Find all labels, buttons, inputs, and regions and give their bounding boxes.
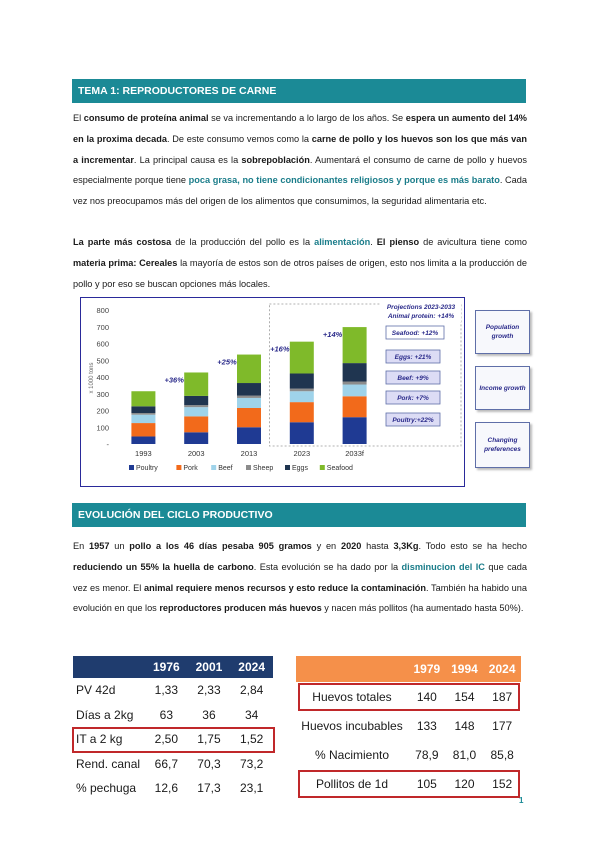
growth-label: +14%: [322, 330, 343, 340]
cell-value: 23,1: [239, 781, 264, 796]
cell-value: 78,9: [415, 747, 439, 762]
bar-segment-sheep: [131, 413, 155, 415]
cell-value: 2,84: [239, 683, 264, 698]
table1-header: [73, 656, 145, 678]
paragraph-pienso: La parte más costosa de la producción del pollo es la alimentación. El pienso de avicultura tiene como materia prima: Cereales la mayoría de estos son de otros países de origen, esto nos limita a la producción de pollo y por eso se buscan opciones más locales.: [73, 237, 528, 289]
growth-label: +16%: [270, 344, 290, 354]
row-label: Huevos incubables: [301, 718, 403, 733]
page-number: 1: [519, 796, 524, 805]
paragraph-consumo: El consumo de proteína animal se va incrementando a lo largo de los años. Se espera un aumento del 14% en la proxima decada. De este consumo vemos como la carne de pollo y los huevos son los que más van a incrementar. La principal causa es la sobrepoblación. Aumentará el consumo de carne de pollo y huevos especialmente porque tiene poca grasa, no tiene condicionantes religiosos y porque es más barato. Cada vez nos preocupamos más del origen de los alimentos que consumimos, la seguridad alimentaria etc.: [73, 113, 528, 207]
annotation-label: Poultry:+22%: [392, 417, 434, 424]
bar-segment-beef: [184, 407, 208, 416]
x-tick-label: 2003: [187, 449, 205, 458]
cell-value: 148: [454, 718, 475, 733]
cell-value: 12,6: [154, 781, 178, 796]
legend-swatch: [176, 465, 181, 470]
side-box-preferences: Changing preferences: [475, 422, 530, 468]
section-title-evolucion: EVOLUCIÓN DEL CICLO PRODUCTIVO: [72, 503, 526, 527]
table-row: [296, 740, 521, 769]
cell-value: 152: [492, 776, 513, 791]
legend-label: Seafood: [326, 465, 353, 472]
projection-title: Projections 2023-2033: [386, 304, 456, 311]
legend-swatch: [211, 465, 216, 470]
highlight-huevos-totales: [298, 683, 520, 711]
growth-label: +36%: [164, 375, 184, 385]
bar-segment-sheep: [237, 396, 261, 398]
row-label: Huevos totales: [312, 689, 392, 704]
cell-value: 1,52: [239, 732, 264, 747]
cell-value: 34: [244, 707, 259, 722]
x-tick-label: 2013: [240, 449, 258, 458]
x-tick-label: 2023: [293, 449, 311, 458]
bar-segment-pork: [131, 423, 155, 436]
legend-label: Pork: [183, 465, 198, 472]
cell-value: 1,33: [154, 683, 178, 698]
table2-header: 2024: [483, 656, 521, 682]
stacked-bar-chart: [81, 298, 464, 486]
table-row: [73, 678, 273, 703]
legend-swatch: [129, 465, 134, 470]
cell-value: 70,3: [197, 756, 221, 771]
legend-label: Sheep: [253, 465, 274, 472]
side-box-population: Population growth: [475, 310, 530, 354]
y-tick-label: 800: [96, 306, 109, 315]
legend-swatch: [285, 465, 290, 470]
table2-header: [296, 656, 408, 682]
cell-value: 2,33: [197, 683, 221, 698]
bar-segment-poultry: [131, 436, 155, 444]
annotation-label: Beef: +9%: [397, 375, 429, 382]
table1-header: 2024: [230, 656, 273, 678]
bar-segment-poultry: [184, 432, 208, 444]
paragraph-evolucion: En 1957 un pollo a los 46 días pesaba 905 gramos y en 2020 hasta 3,3Kg. Todo esto se ha hecho reduciendo un 55% la huella de carbono. Esta evolución se ha dado por la disminucion del IC que cada vez es menor. El animal requiere menos recursos y esto reduce la contaminación. También ha habido una evolución en que los reproductores producen más huevos y nacen más pollitos (ha aumentado hasta 50%).: [73, 541, 528, 614]
row-label: PV 42d: [76, 683, 116, 698]
legend-swatch: [246, 465, 251, 470]
bar-segment-seafood: [237, 355, 261, 383]
bar-segment-seafood: [290, 342, 314, 374]
y-tick-label: 600: [96, 339, 109, 349]
row-label: % pechuga: [76, 781, 137, 796]
bar-segment-eggs: [131, 406, 155, 413]
cell-value: 66,7: [154, 756, 178, 771]
cell-value: 133: [416, 718, 437, 733]
legend-swatch: [320, 465, 325, 470]
annotation-label: Eggs: +21%: [394, 354, 432, 361]
legend-label: Beef: [218, 465, 233, 472]
bar-segment-seafood: [343, 327, 367, 363]
table-row: [73, 776, 273, 801]
y-axis-label: x 1000 tons: [89, 362, 95, 394]
bar-segment-eggs: [343, 363, 367, 381]
bar-segment-poultry: [290, 422, 314, 444]
table-row: [296, 711, 521, 740]
annotation-label: Seafood: +12%: [391, 330, 439, 337]
highlight-pollitos: [298, 770, 520, 798]
bar-segment-pork: [184, 416, 208, 432]
row-label: IT a 2 kg: [76, 732, 123, 747]
bar-segment-pork: [237, 408, 261, 427]
y-tick-label: 500: [96, 356, 109, 366]
bar-segment-pork: [343, 396, 367, 417]
cell-value: 105: [416, 776, 437, 791]
bar-segment-beef: [343, 385, 367, 397]
cell-value: 85,8: [490, 747, 514, 762]
bar-segment-pork: [290, 402, 314, 422]
row-label: % Nacimiento: [314, 747, 390, 762]
row-label: Días a 2kg: [76, 707, 134, 722]
highlight-it-row: [72, 727, 275, 753]
bar-segment-beef: [290, 391, 314, 402]
y-tick-label: -: [106, 440, 109, 449]
row-label: Pollitos de 1d: [315, 776, 389, 791]
cell-value: 120: [454, 776, 475, 791]
x-tick-label: 2033f: [345, 449, 364, 458]
cell-value: 177: [492, 718, 513, 733]
side-box-income: Income growth: [475, 366, 530, 410]
table1-header: 2001: [188, 656, 231, 678]
bar-segment-seafood: [131, 391, 155, 406]
growth-label: +25%: [217, 357, 237, 367]
bar-segment-sheep: [343, 382, 367, 385]
cell-value: 36: [202, 707, 216, 722]
cell-value: 63: [159, 707, 173, 722]
y-tick-label: 200: [96, 406, 109, 416]
cell-value: 73,2: [239, 756, 264, 771]
bar-segment-beef: [131, 415, 155, 423]
x-tick-label: 1993: [135, 449, 152, 458]
y-tick-label: 300: [96, 389, 109, 399]
bar-segment-poultry: [237, 427, 261, 444]
bar-segment-seafood: [184, 372, 208, 395]
protein-consumption-chart: [80, 297, 465, 487]
cell-value: 1,75: [197, 732, 221, 747]
y-tick-label: 700: [96, 322, 109, 332]
table2-header: 1979: [408, 656, 446, 682]
cell-value: 140: [416, 689, 437, 704]
y-tick-label: 400: [96, 373, 109, 382]
annotation-label: Pork: +7%: [397, 395, 429, 402]
table2-header: 1994: [446, 656, 484, 682]
bar-segment-beef: [237, 398, 261, 408]
row-label: Rend. canal: [76, 756, 141, 771]
cell-value: 154: [454, 689, 475, 704]
legend-label: Poultry: [136, 465, 158, 472]
cell-value: 81,0: [452, 747, 477, 762]
y-tick-label: 100: [96, 423, 109, 433]
section-title-tema1: TEMA 1: REPRODUCTORES DE CARNE: [72, 79, 526, 103]
bar-segment-sheep: [184, 405, 208, 407]
legend-label: Eggs: [292, 465, 308, 472]
bar-segment-poultry: [343, 417, 367, 444]
table-row: [73, 703, 273, 728]
bar-segment-eggs: [237, 383, 261, 396]
cell-value: 2,50: [154, 732, 178, 747]
bar-segment-sheep: [290, 389, 314, 392]
bar-segment-eggs: [290, 373, 314, 388]
table1-header: 1976: [145, 656, 188, 678]
bar-segment-eggs: [184, 396, 208, 405]
cell-value: 187: [492, 689, 513, 704]
cell-value: 17,3: [197, 781, 221, 796]
table-row: [73, 752, 273, 777]
projection-subtitle: Animal protein: +14%: [387, 313, 455, 320]
